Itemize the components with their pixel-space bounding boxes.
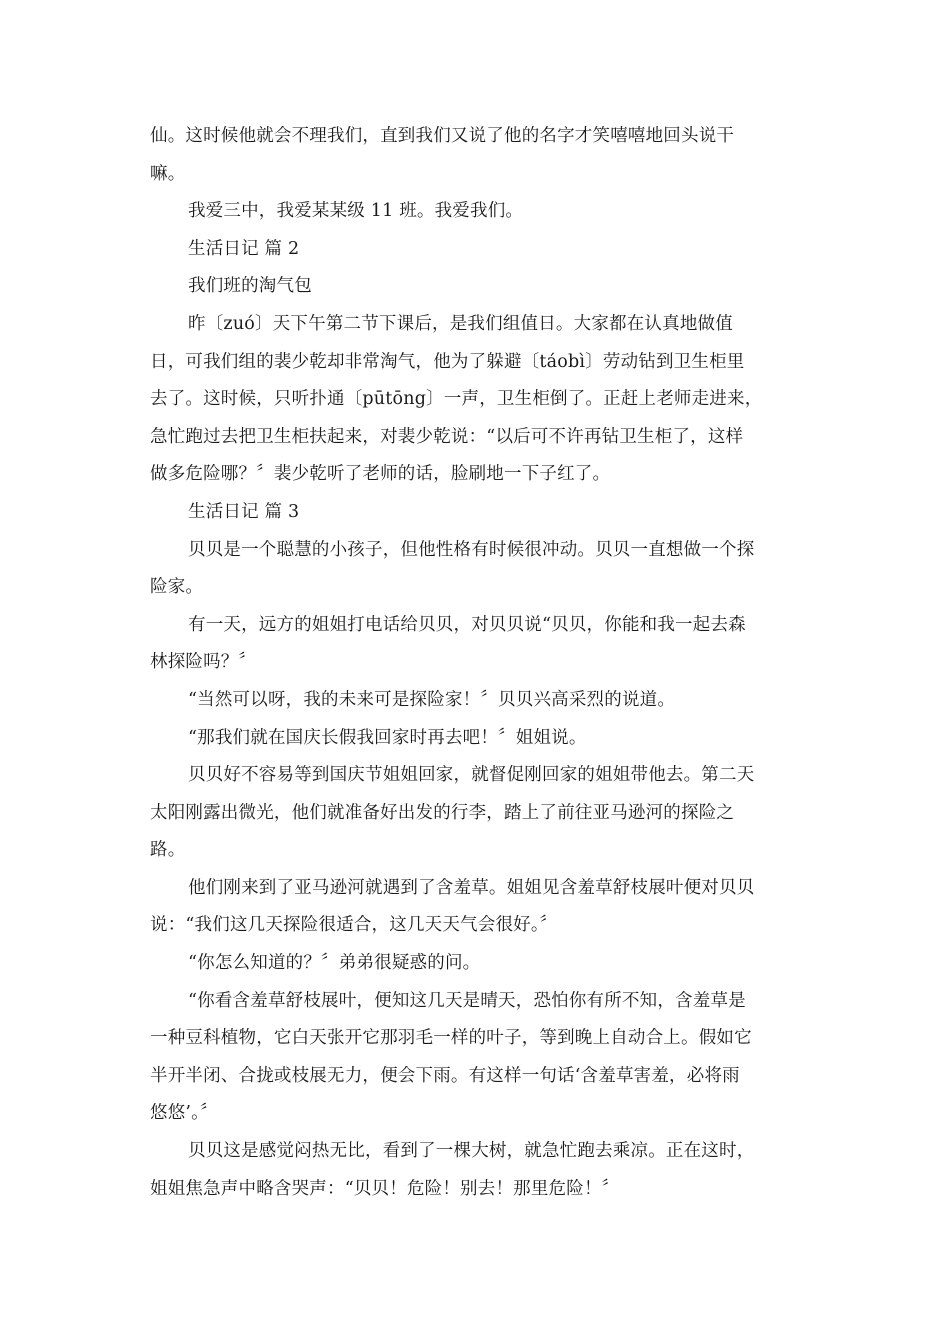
text-line: 半开半闭、合拢或枝展无力，便会下雨。有这样一句话‘含羞草害羞，必将雨 [150,1065,740,1086]
text-line: 做多危险哪？〞裴少乾听了老师的话，脸刷地一下子红了。 [150,464,611,485]
text-line: 我爱三中，我爱某某级 11 班。我爱我们。 [188,201,524,222]
text-line: 生活日记 篇 3 [188,501,300,522]
text-line: 贝贝好不容易等到国庆节姐姐回家，就督促刚回家的姐姐带他去。第二天 [188,765,755,786]
text-line: 贝贝这是感觉闷热无比，看到了一棵大树，就急忙跑去乘凉。正在这时， [188,1141,755,1162]
text-line: “那我们就在国庆长假我回家时再去吧！〞姐姐说。 [188,727,587,748]
text-line: 他们刚来到了亚马逊河就遇到了含羞草。姐姐见含羞草舒枝展叶便对贝贝 [188,877,755,898]
text-line: “当然可以呀，我的未来可是探险家！〞贝贝兴高采烈的说道。 [188,689,676,710]
text-line: “你怎么知道的？〞弟弟很疑惑的问。 [188,953,481,974]
text-line: 悠悠’。〞 [150,1103,218,1124]
text-line: 仙。这时候他就会不理我们，直到我们又说了他的名字才笑嘻嘻地回头说干 [150,126,735,146]
text-line: 昨〔zuó〕天下午第二节下课后，是我们组值日。大家都在认真地做值 [188,313,733,334]
text-line: 嘛。 [150,163,186,184]
text-line: 路。 [150,840,186,861]
text-line: 生活日记 篇 2 [188,238,300,259]
text-line: 一种豆科植物，它白天张开它那羽毛一样的叶子，等到晚上自动合上。假如它 [150,1028,752,1049]
document-page [150,118,802,1208]
text-line: 有一天，远方的姐姐打电话给贝贝，对贝贝说“贝贝，你能和我一起去森 [188,614,746,635]
text-line: 日，可我们组的裴少乾却非常淘气，他为了躲避〔táobì〕劳动钻到卫生柜里 [150,351,745,372]
text-line: “你看含羞草舒枝展叶，便知这几天是晴天，恐怕你有所不知，含羞草是 [188,990,746,1011]
text-line: 姐姐焦急声中略含哭声：“贝贝！危险！别去！那里危险！〞 [150,1178,620,1199]
text-line: 林探险吗？〞 [150,652,257,673]
text-line: 险家。 [150,577,204,598]
text-line: 去了。这时候，只听扑通〔pūtōng〕一声，卫生柜倒了。正赶上老师走进来， [150,389,763,410]
text-line: 急忙跑过去把卫生柜扶起来，对裴少乾说：“以后可不许再钻卫生柜了，这样 [150,426,744,447]
text-line: 贝贝是一个聪慧的小孩子，但他性格有时候很冲动。贝贝一直想做一个探 [188,539,755,560]
text-line: 我们班的淘气包 [188,276,312,297]
text-line: 说：“我们这几天探险很适合，这几天天气会很好。〞 [150,915,558,936]
text-line: 太阳刚露出微光，他们就准备好出发的行李，踏上了前往亚马逊河的探险之 [150,802,735,823]
